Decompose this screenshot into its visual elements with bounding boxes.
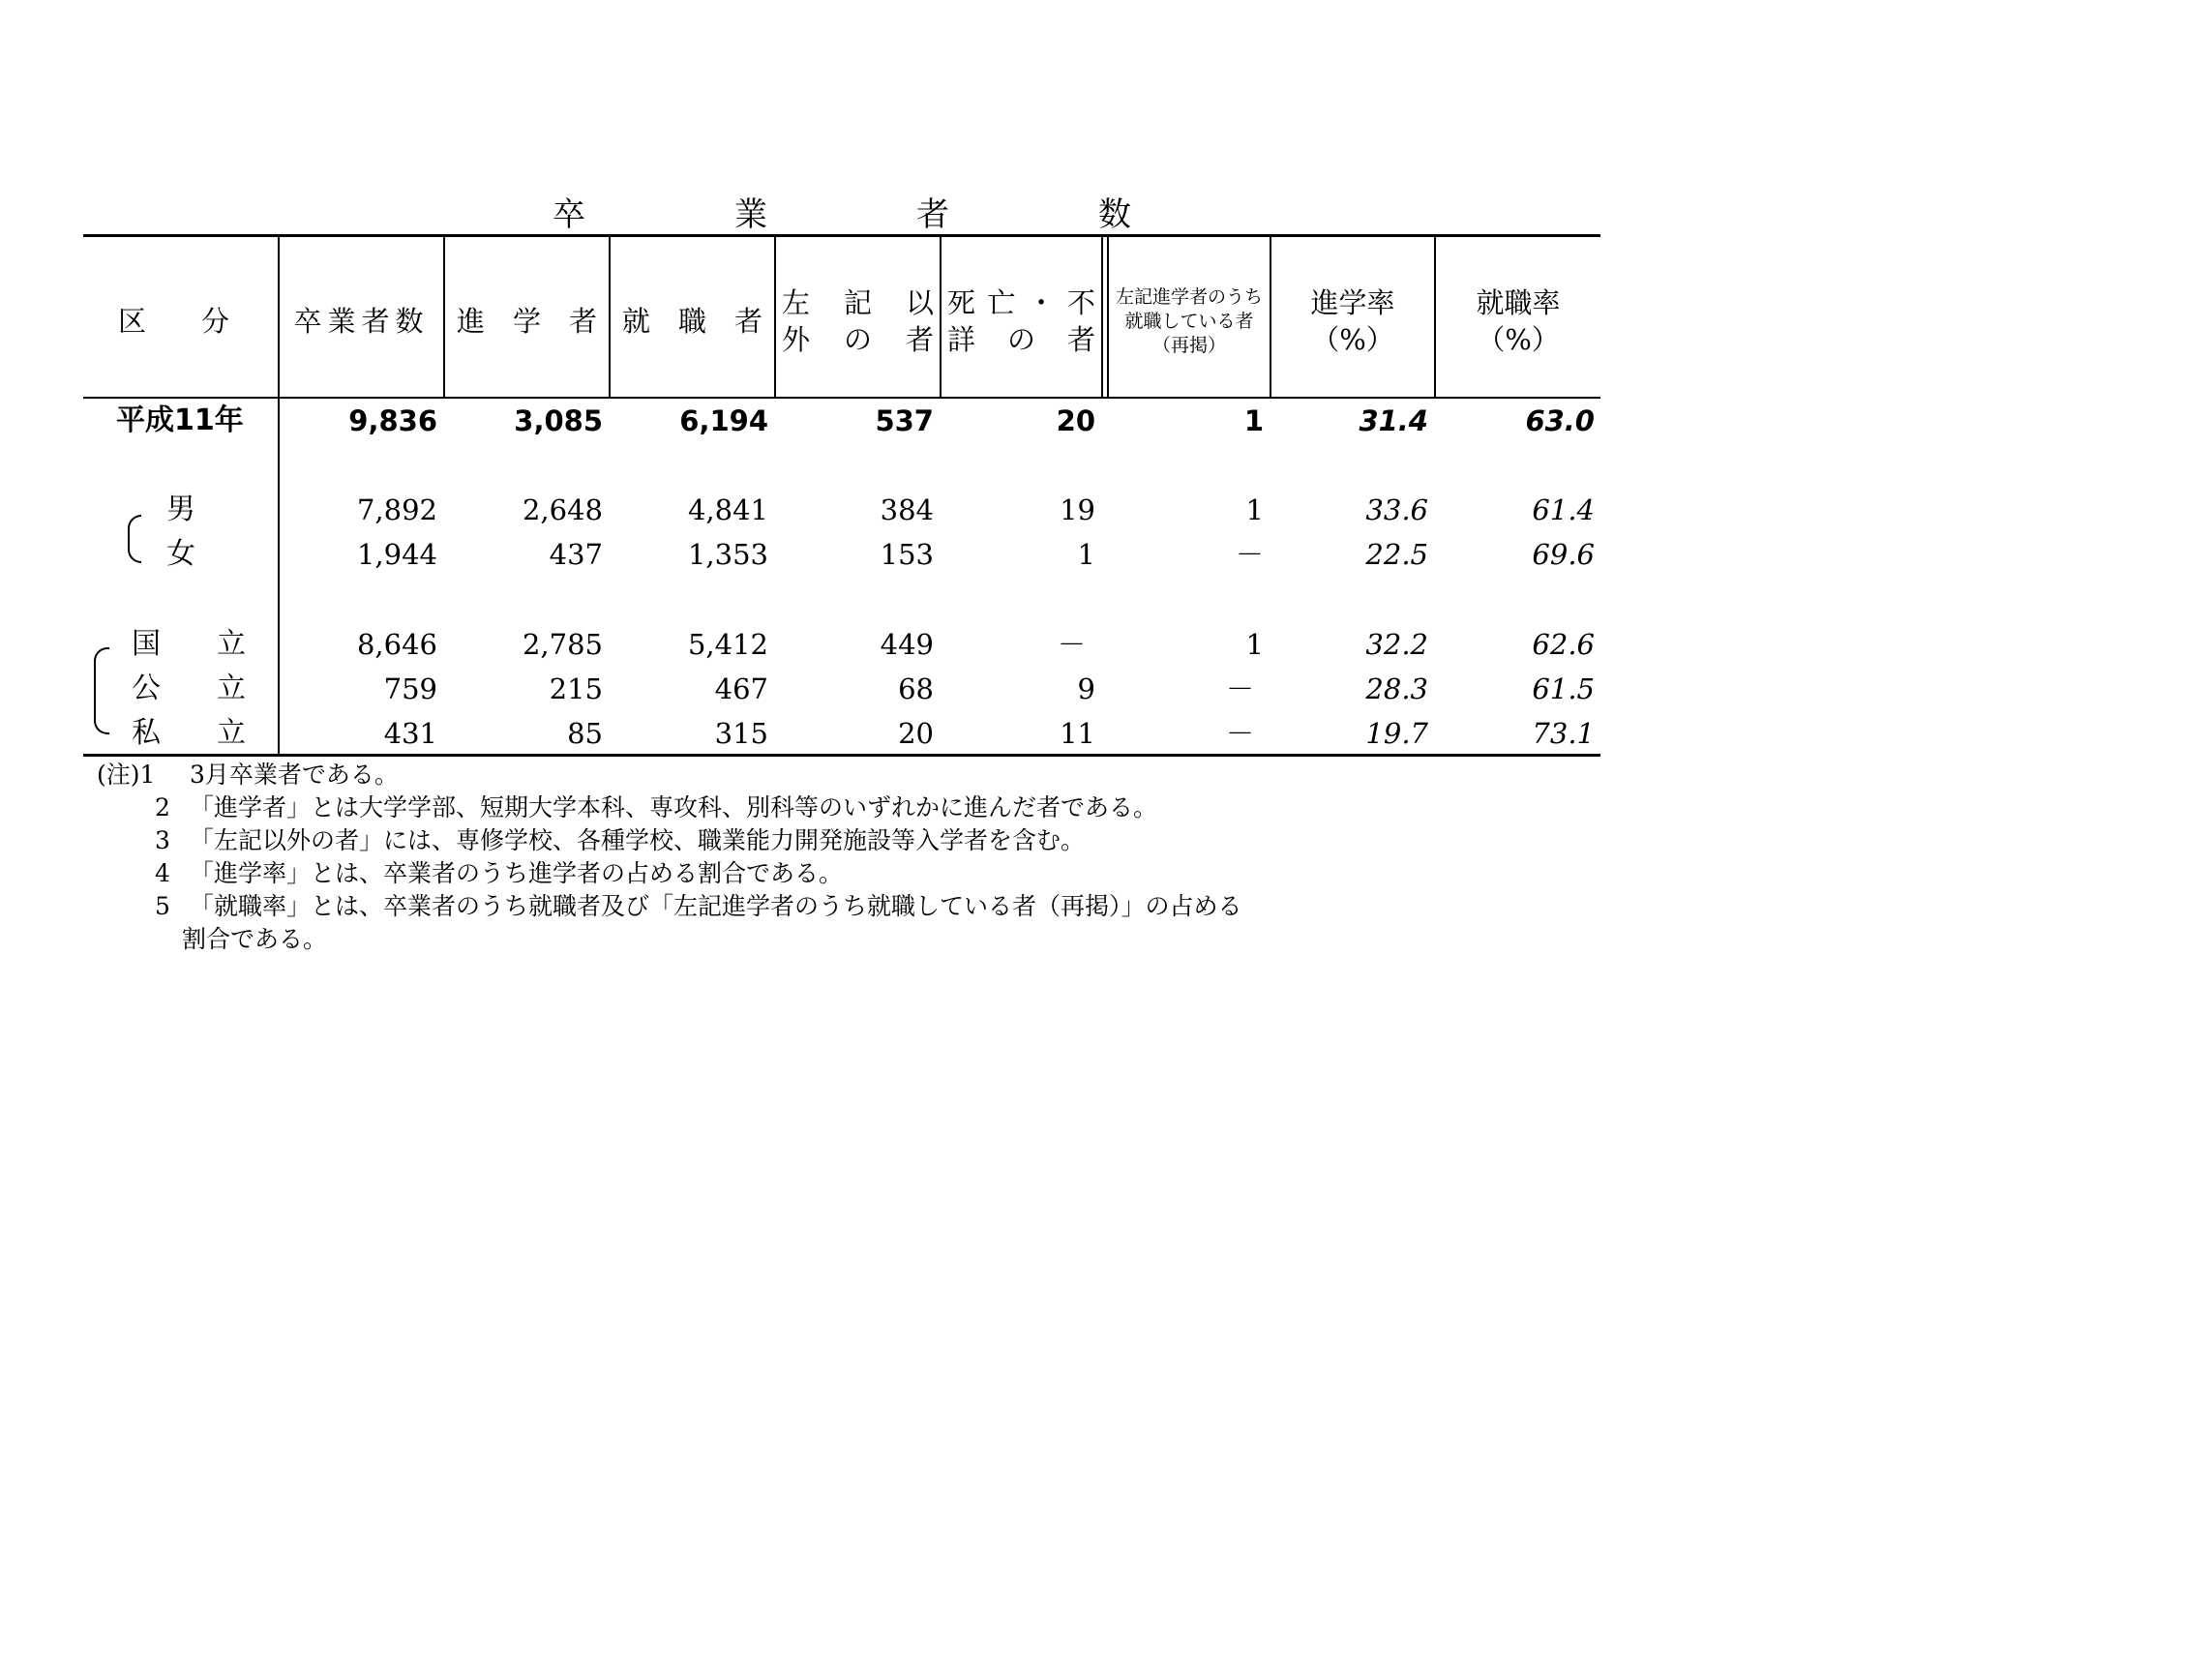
cell-employment-rate: 73.1 (1532, 717, 1595, 750)
col-divider-double (1101, 234, 1103, 399)
cell-graduates: 8,646 (356, 628, 437, 661)
cell-employment-rate: 61.5 (1532, 672, 1595, 705)
cell-advancing-employed: － (1225, 672, 1254, 705)
header-advancing (445, 244, 609, 399)
row-label-female: 女 (166, 537, 195, 571)
header-deceased (942, 244, 1101, 399)
header-deceased-char: 亡 (987, 286, 1016, 319)
school-type-bracket (94, 647, 109, 734)
footnote-text: 「就職率」とは、卒業者のうち就職者及び「左記進学者のうち就職している者（再掲）」の占める (190, 892, 1242, 920)
cell-advancing: 215 (549, 672, 603, 705)
header-other (776, 244, 940, 399)
header-advancing-label: 進 学 者 (456, 305, 597, 338)
cell-graduates: 9,836 (348, 404, 437, 437)
cell-advance-rate: 31.4 (1359, 404, 1428, 437)
cell-deceased: 9 (1077, 672, 1095, 705)
table-title: 卒 業 者 数 (553, 195, 1189, 234)
cell-other: 20 (898, 717, 934, 750)
cell-employment-rate: 61.4 (1532, 493, 1595, 526)
cell-graduates: 1,944 (356, 538, 437, 571)
header-other-char: 記 (843, 286, 872, 319)
cell-advance-rate: 22.5 (1365, 538, 1428, 571)
cell-advancing: 85 (567, 717, 603, 750)
footnote-number: 4 (155, 859, 170, 887)
cell-advancing: 2,785 (522, 628, 603, 661)
header-other-char: 外 (782, 323, 811, 356)
footnote-number: 3 (155, 826, 170, 854)
header-deceased-char: 死 (947, 286, 976, 319)
header-deceased-char: 詳 (947, 323, 976, 356)
header-deceased-char: の (1006, 323, 1035, 356)
cell-graduates: 7,892 (356, 493, 437, 526)
row-label-private: 私 立 (132, 716, 259, 750)
header-employed (611, 244, 774, 399)
cell-deceased: 11 (1060, 717, 1095, 750)
header-employment-rate-unit: （%） (1477, 323, 1560, 356)
cell-advancing-employed: 1 (1243, 404, 1264, 437)
cell-employed: 4,841 (687, 493, 768, 526)
cell-advancing-employed: 1 (1245, 628, 1264, 661)
footnote-number: 2 (155, 793, 170, 821)
header-graduates (280, 244, 443, 399)
gender-bracket (128, 515, 141, 563)
header-other-char: 以 (905, 286, 934, 319)
header-other-char: 左 (782, 286, 811, 319)
cell-employed: 6,194 (679, 404, 768, 437)
cell-employment-rate: 69.6 (1532, 538, 1595, 571)
footnote-number: 5 (155, 892, 170, 920)
cell-advancing: 2,648 (522, 493, 603, 526)
header-category (83, 244, 278, 399)
cell-advance-rate: 28.3 (1365, 672, 1428, 705)
header-deceased-char: 者 (1066, 323, 1095, 356)
row-label-total: 平成11年 (116, 403, 244, 437)
graduates-table (83, 234, 1600, 757)
header-advance-rate (1271, 244, 1434, 399)
footnote-number: (注)1 (97, 761, 156, 789)
cell-other: 68 (898, 672, 934, 705)
header-employment-rate (1436, 244, 1600, 399)
row-label-public: 公 立 (132, 672, 259, 705)
header-advancing-employed (1109, 244, 1270, 399)
cell-other: 537 (875, 404, 934, 437)
cell-advancing-employed: 1 (1245, 493, 1264, 526)
cell-other: 449 (880, 628, 934, 661)
cell-employed: 5,412 (687, 628, 768, 661)
cell-advancing: 3,085 (514, 404, 603, 437)
cell-employed: 467 (714, 672, 768, 705)
cell-advancing-employed: － (1225, 717, 1254, 750)
header-category-label: 区 分 (117, 305, 243, 338)
cell-graduates: 759 (383, 672, 437, 705)
cell-advance-rate: 33.6 (1365, 493, 1428, 526)
cell-other: 384 (880, 493, 934, 526)
header-deceased-char: 不 (1066, 286, 1095, 319)
table-bottom-rule (83, 754, 1600, 757)
cell-advance-rate: 32.2 (1365, 628, 1428, 661)
cell-advancing: 437 (549, 538, 603, 571)
footnote-text: 3月卒業者である。 (190, 761, 399, 789)
cell-employment-rate: 63.0 (1525, 404, 1595, 437)
cell-advance-rate: 19.7 (1365, 717, 1428, 750)
cell-deceased: 1 (1077, 538, 1095, 571)
footnote-text: 「左記以外の者」には、専修学校、各種学校、職業能力開発施設等入学者を含む。 (190, 826, 1086, 854)
cell-other: 153 (880, 538, 934, 571)
row-label-national: 国 立 (132, 627, 259, 661)
header-advance-rate-label: 進学率 (1310, 286, 1395, 319)
cell-deceased: 19 (1060, 493, 1095, 526)
row-label-male: 男 (166, 493, 195, 526)
cell-advancing-employed: － (1235, 538, 1264, 571)
cell-deceased: － (1057, 628, 1086, 661)
header-deceased-char: ・ (1027, 286, 1056, 319)
table-top-rule (83, 234, 1600, 237)
header-other-char: の (843, 323, 872, 356)
footnote-text: 割合である。 (182, 925, 328, 953)
header-advancing-employed-label: 左記進学者のうち就職している者（再掲） (1115, 285, 1263, 356)
cell-employed: 315 (714, 717, 768, 750)
header-graduates-label: 卒業者数 (293, 305, 430, 338)
header-other-char: 者 (905, 323, 934, 356)
cell-employment-rate: 62.6 (1532, 628, 1595, 661)
cell-graduates: 431 (383, 717, 437, 750)
footnote-text: 「進学者」とは大学学部、短期大学本科、専攻科、別科等のいずれかに進んだ者である。 (190, 793, 1158, 821)
header-employment-rate-label: 就職率 (1476, 286, 1561, 319)
header-advance-rate-unit: （%） (1311, 323, 1394, 356)
cell-employed: 1,353 (687, 538, 768, 571)
cell-deceased: 20 (1056, 404, 1095, 437)
header-employed-label: 就 職 者 (621, 305, 762, 338)
footnote-text: 「進学率」とは、卒業者のうち進学者の占める割合である。 (190, 859, 844, 887)
